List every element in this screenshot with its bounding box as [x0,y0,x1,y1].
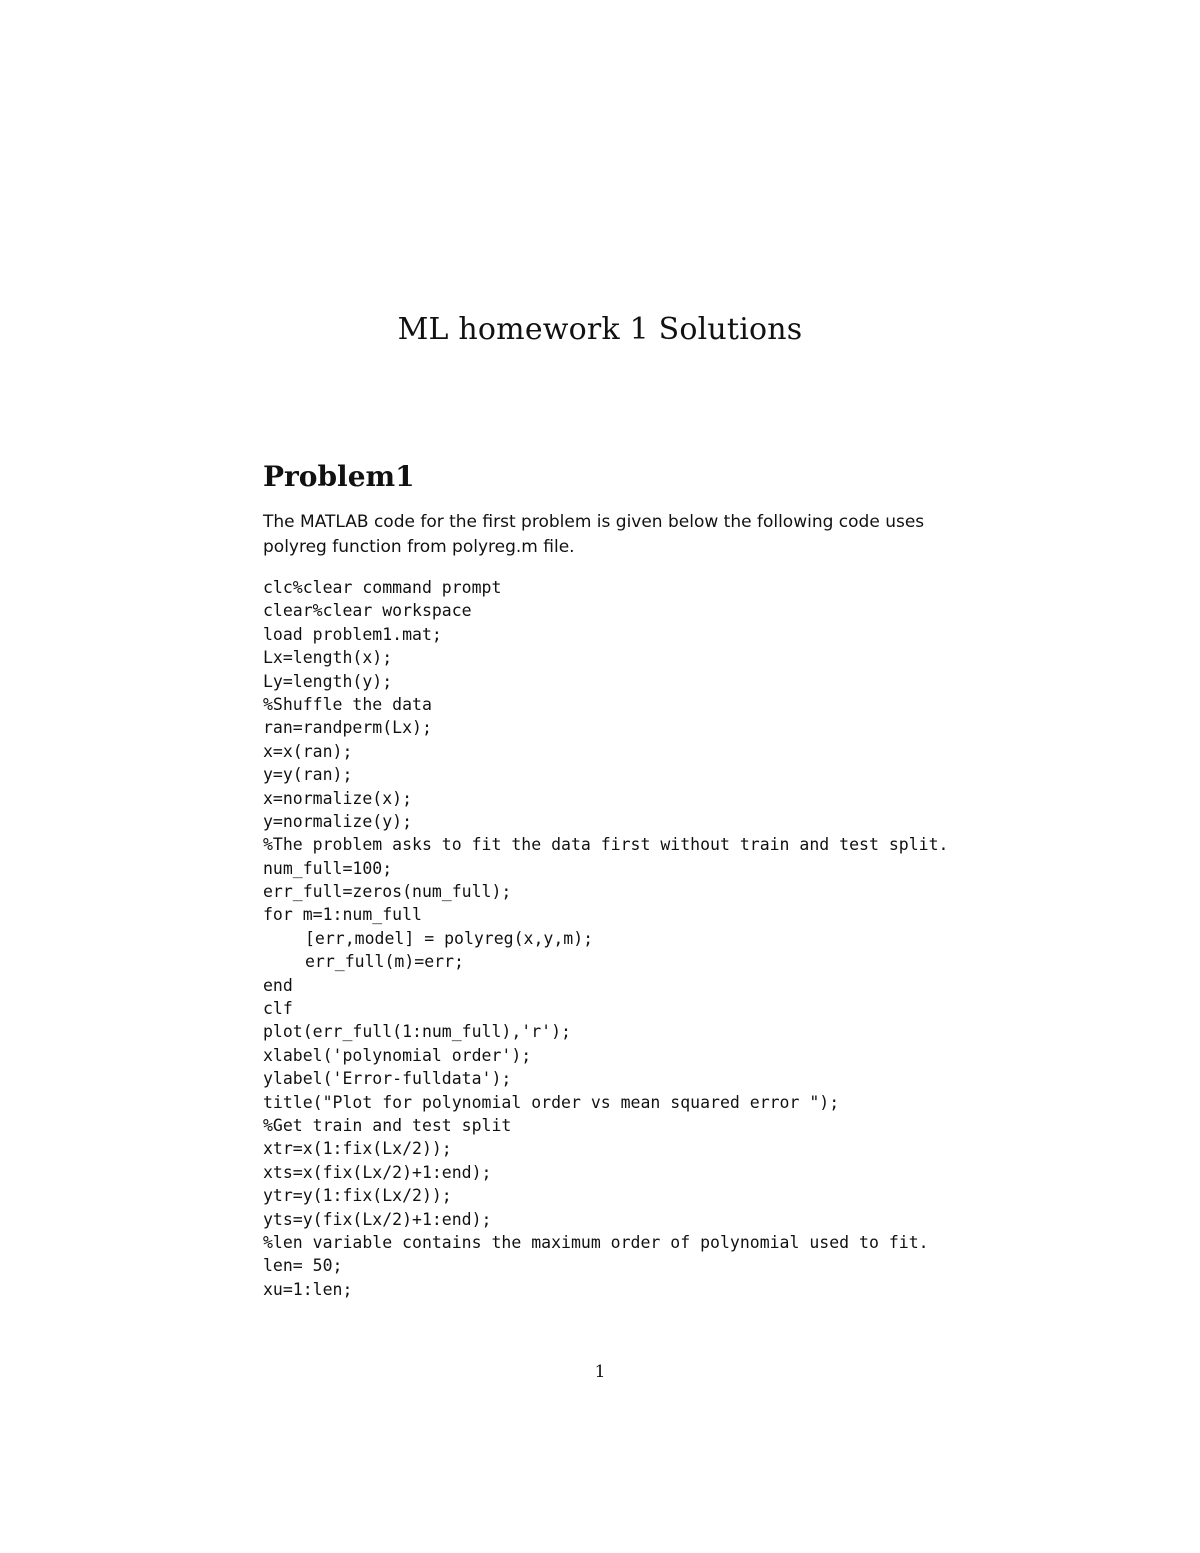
code-line: err_full=zeros(num_full); [263,882,512,902]
code-listing [263,576,983,1301]
code-line: err_full(m)=err; [305,952,464,972]
code-line: y=y(ran); [263,765,353,785]
code-line: clear%clear workspace [263,601,472,621]
code-line: len= 50; [263,1256,343,1276]
code-line: clf [263,999,293,1019]
code-line: ytr=y(1:fix(Lx/2)); [263,1186,452,1206]
code-line: plot(err_full(1:num_full),'r'); [263,1022,571,1042]
code-line: xu=1:len; [263,1279,353,1299]
code-line: %The problem asks to fit the data first without train and test split. [263,835,949,855]
code-line: [err,model] = polyreg(x,y,m); [305,928,594,948]
code-line: load problem1.mat; [263,624,442,644]
code-line: Ly=length(y); [263,671,393,691]
code-line: xtr=x(1:fix(Lx/2)); [263,1139,452,1159]
code-line: x=normalize(x); [263,788,413,808]
intro-paragraph [263,510,963,560]
code-line: xts=x(fix(Lx/2)+1:end); [263,1162,492,1182]
code-line: num_full=100; [263,858,393,878]
code-line: for m=1:num_full [263,905,422,925]
code-line: ylabel('Error-fulldata'); [263,1069,512,1089]
code-line: title("Plot for polynomial order vs mean squared error "); [263,1092,840,1112]
document-title: ML homework 1 Solutions [397,312,803,347]
code-line: x=x(ran); [263,741,353,761]
intro-line: The MATLAB code for the first problem is given below the following code uses [263,512,925,532]
intro-line: polyreg function from polyreg.m file. [263,537,575,557]
page-number: 1 [594,1362,606,1382]
code-line: ran=randperm(Lx); [263,718,432,738]
code-line: end [263,975,293,995]
code-line: xlabel('polynomial order'); [263,1045,532,1065]
code-line: %Get train and test split [263,1115,512,1135]
code-line: y=normalize(y); [263,811,413,831]
code-line: Lx=length(x); [263,648,393,668]
code-line: clc%clear command prompt [263,578,502,597]
section-heading: Problem1 [263,460,415,493]
code-line: yts=y(fix(Lx/2)+1:end); [263,1209,492,1229]
code-line: %Shuffle the data [263,694,432,714]
code-line: %len variable contains the maximum order of polynomial used to fit. [263,1232,929,1252]
